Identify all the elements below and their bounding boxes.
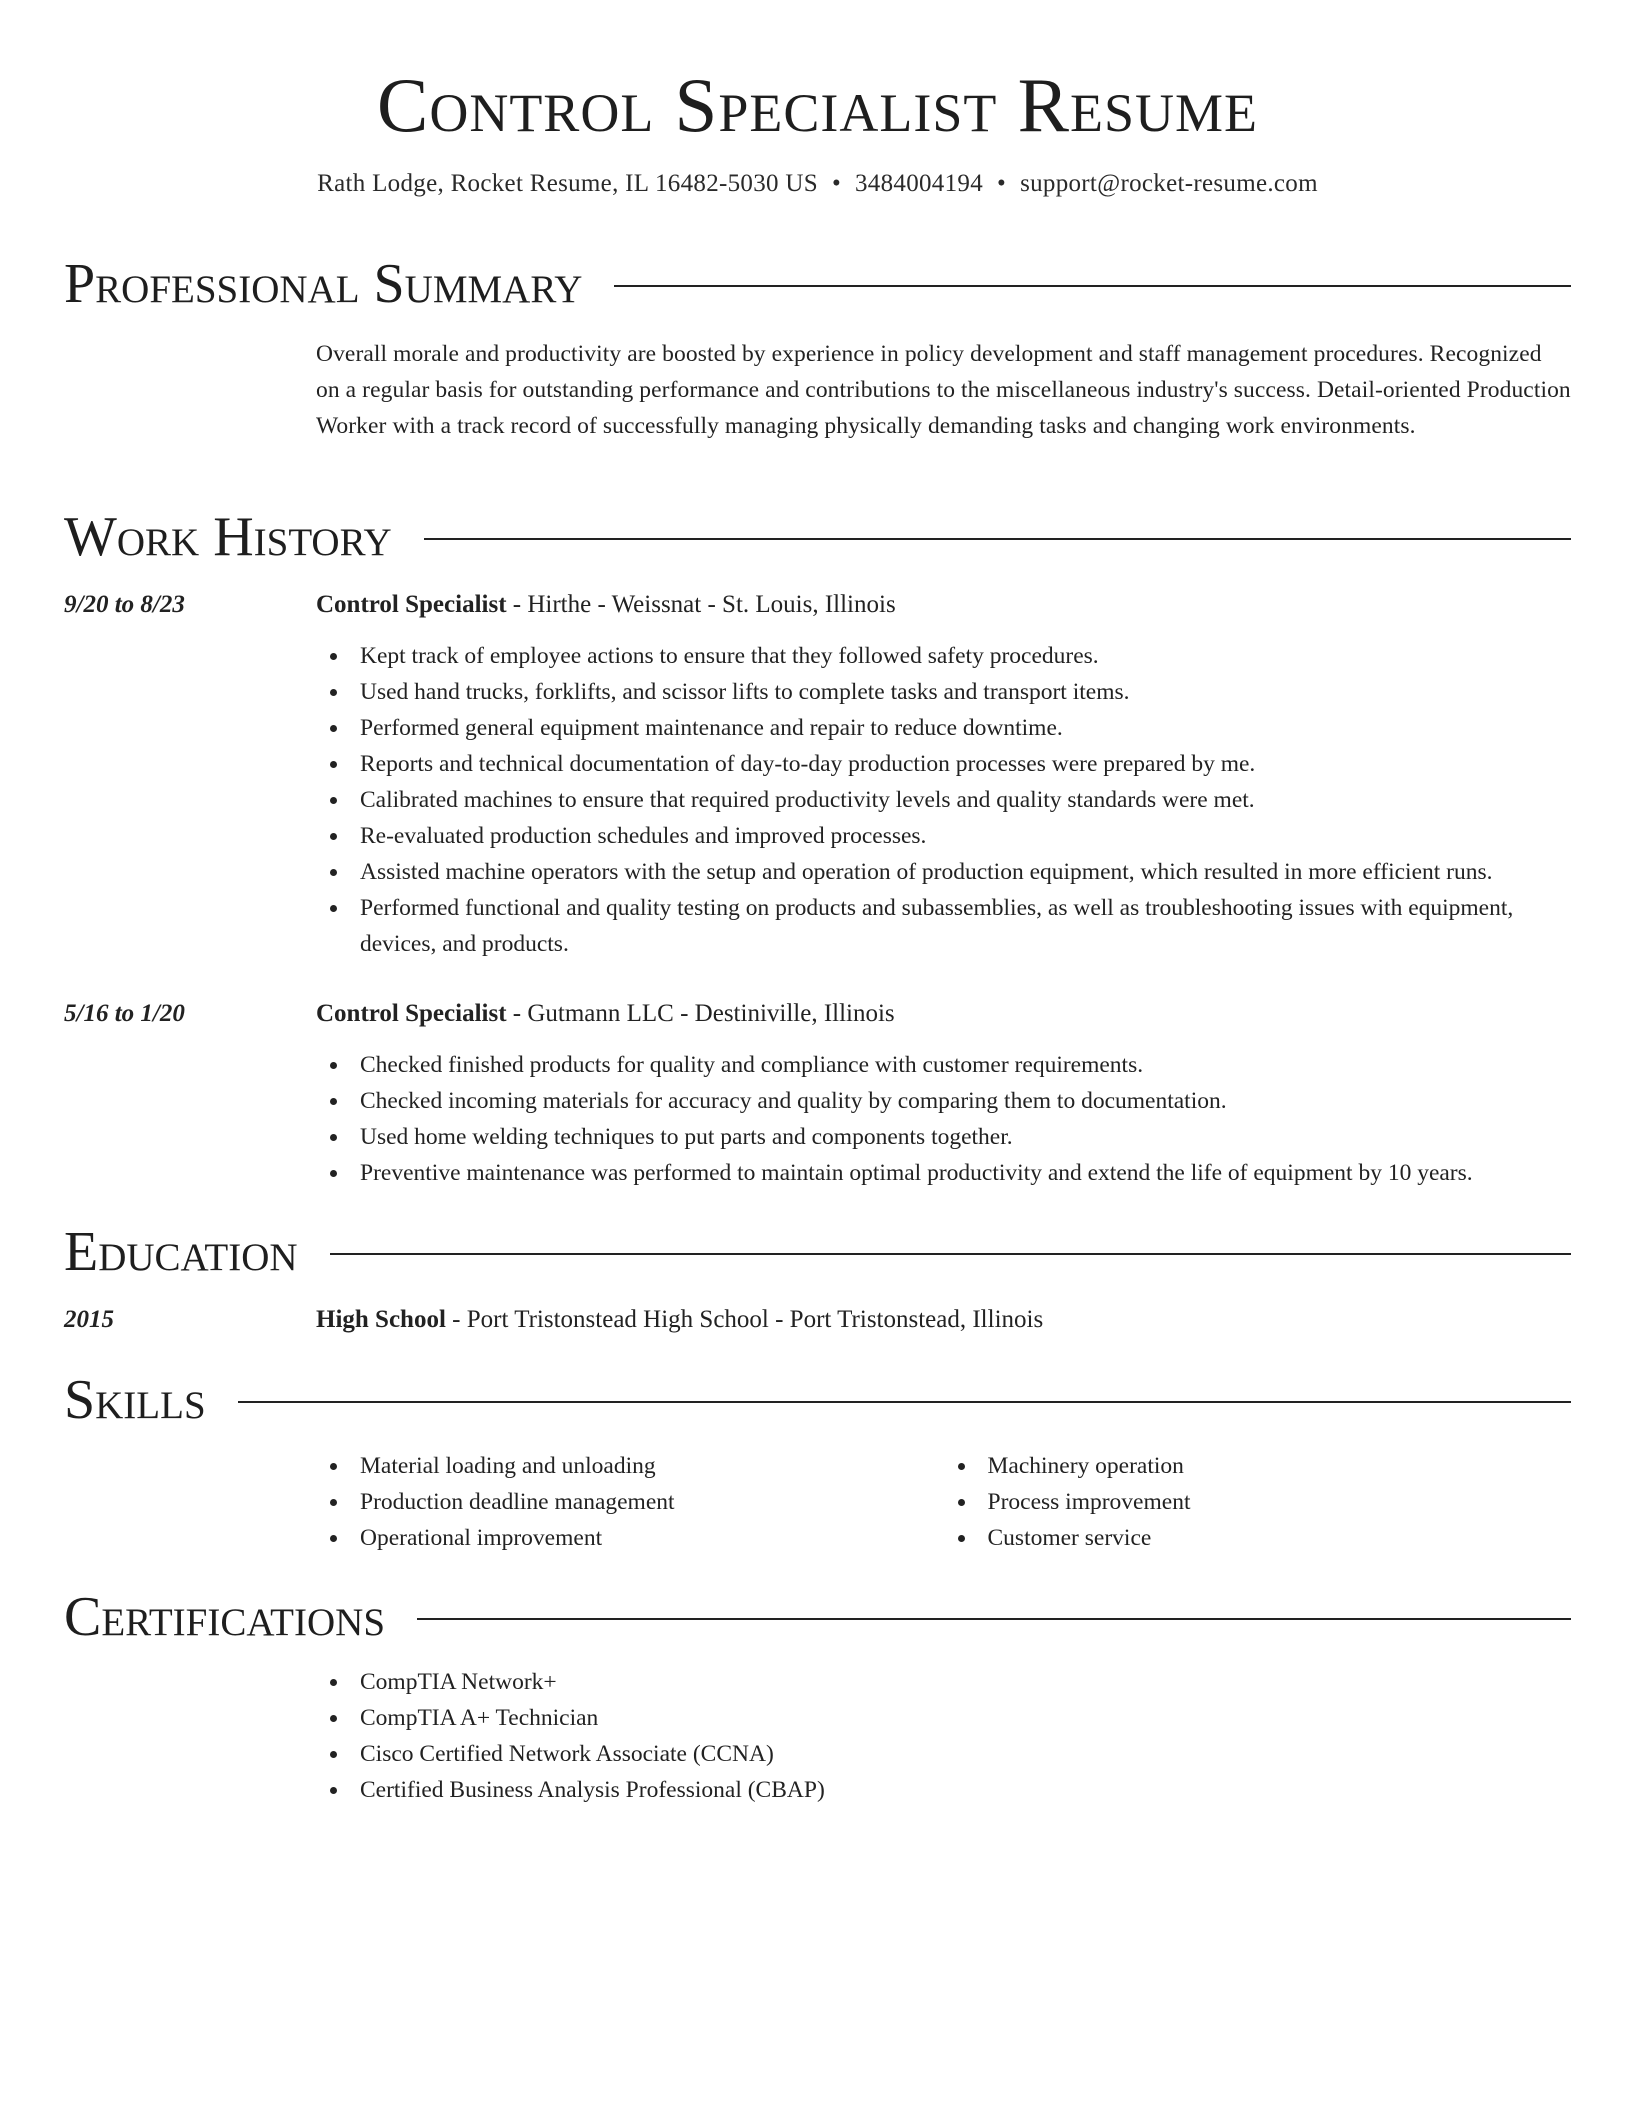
skill-item: Customer service [988, 1520, 1572, 1556]
section-heading: Education [64, 1221, 298, 1283]
section-divider [417, 1618, 1571, 1620]
job-bullets [316, 1047, 1571, 1191]
section-heading: Work History [64, 506, 392, 568]
job-heading [316, 997, 1571, 1031]
email: support@rocket-resume.com [1020, 170, 1318, 197]
job-details: - Hirthe - Weissnat - St. Louis, Illinois [506, 591, 896, 618]
education-section-header [64, 1220, 1571, 1284]
section-divider [614, 285, 1571, 287]
certification-item: CompTIA Network+ [360, 1664, 1571, 1700]
job-details: - Gutmann LLC - Destiniville, Illinois [506, 1000, 895, 1027]
separator-bullet: • [831, 170, 841, 197]
list-item: Used hand trucks, forklifts, and scissor lifts to complete tasks and transport items. [360, 674, 1571, 710]
section-divider [424, 538, 1571, 540]
list-item: Calibrated machines to ensure that required productivity levels and quality standards were met. [360, 782, 1571, 818]
job-title: Control Specialist [316, 1000, 507, 1027]
list-item: Preventive maintenance was performed to maintain optimal productivity and extend the life of equipment by 10 years. [360, 1155, 1571, 1191]
skills-list-right [944, 1448, 1572, 1556]
list-item: Kept track of employee actions to ensure that they followed safety procedures. [360, 638, 1571, 674]
skill-item: Production deadline management [360, 1484, 944, 1520]
section-divider [238, 1401, 1571, 1403]
list-item: Re-evaluated production schedules and improved processes. [360, 818, 1571, 854]
job-dates: 9/20 to 8/23 [64, 591, 185, 618]
list-item: Reports and technical documentation of day-to-day production processes were prepared by me. [360, 746, 1571, 782]
list-item: Checked incoming materials for accuracy and quality by comparing them to documentation. [360, 1083, 1571, 1119]
job-dates: 5/16 to 1/20 [64, 1000, 185, 1027]
phone: 3484004194 [855, 170, 983, 197]
list-item: Performed general equipment maintenance and repair to reduce downtime. [360, 710, 1571, 746]
separator-bullet: • [997, 170, 1007, 197]
skills-section-header [64, 1368, 1571, 1432]
summary-text: Overall morale and productivity are boosted by experience in policy development and staff management procedures. Recognized on a regular basis for outstanding performance and contributions to the miscellaneous industry's success. Detail-oriented Production Worker with a track record of successfully managing physically demanding tasks and changing work environments. [316, 341, 1571, 439]
education-year: 2015 [64, 1306, 114, 1333]
skill-item: Operational improvement [360, 1520, 944, 1556]
skill-item: Machinery operation [988, 1448, 1572, 1484]
job-title: Control Specialist [316, 591, 507, 618]
skill-item: Material loading and unloading [360, 1448, 944, 1484]
certifications-list [316, 1664, 1571, 1808]
list-item: Assisted machine operators with the setup and operation of production equipment, which resulted in more efficient runs. [360, 854, 1571, 890]
summary-section-header [64, 252, 1571, 316]
work-section-header [64, 505, 1571, 569]
education-heading [316, 1303, 1571, 1337]
resume-title: Control Specialist Resume [376, 62, 1259, 148]
job-heading [316, 588, 1571, 622]
contact-line [64, 168, 1571, 200]
certification-item: Cisco Certified Network Associate (CCNA) [360, 1736, 1571, 1772]
list-item: Used home welding techniques to put parts and components together. [360, 1119, 1571, 1155]
certification-item: Certified Business Analysis Professional (CBAP) [360, 1772, 1571, 1808]
certifications-section-header [64, 1585, 1571, 1649]
certification-item: CompTIA A+ Technician [360, 1700, 1571, 1736]
list-item: Checked finished products for quality and compliance with customer requirements. [360, 1047, 1571, 1083]
list-item: Performed functional and quality testing on products and subassemblies, as well as troubleshooting issues with equipment, devices, and products. [360, 890, 1571, 962]
section-heading: Professional Summary [64, 253, 583, 315]
job-bullets [316, 638, 1571, 962]
section-heading: Skills [64, 1369, 206, 1431]
education-details: - Port Tristonstead High School - Port Tristonstead, Illinois [445, 1306, 1044, 1333]
section-heading: Certifications [64, 1586, 386, 1648]
address: Rath Lodge, Rocket Resume, IL 16482-5030 US [317, 170, 818, 197]
education-degree: High School [316, 1306, 446, 1333]
section-divider [330, 1253, 1571, 1255]
resume-page [64, 0, 1571, 1803]
skill-item: Process improvement [988, 1484, 1572, 1520]
skills-list-left [316, 1448, 944, 1556]
